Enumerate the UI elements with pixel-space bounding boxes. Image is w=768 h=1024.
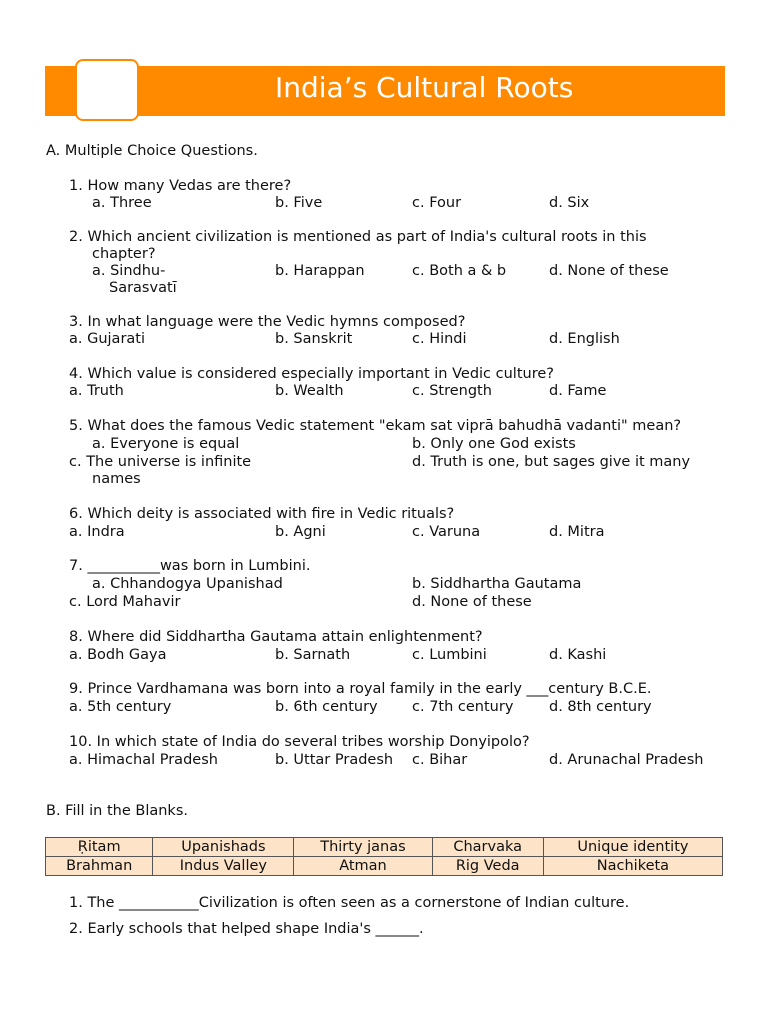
q1-option-c: c. Four <box>412 195 462 211</box>
word-bank-cell: Atman <box>294 857 432 876</box>
q9-option-c: c. 7th century <box>412 699 514 715</box>
question-2: 2. Which ancient civilization is mentioned as part of India's cultural roots in this <box>69 229 647 245</box>
q5-option-d: d. Truth is one, but sages give it many <box>412 454 691 470</box>
question-2-cont: chapter? <box>92 246 156 262</box>
q10-option-b: b. Uttar Pradesh <box>275 752 394 768</box>
question-10: 10. In which state of India do several tribes worship Donyipolo? <box>69 734 530 750</box>
question-8: 8. Where did Siddhartha Gautama attain enlightenment? <box>69 629 483 645</box>
word-bank-cell: Upanishads <box>153 838 294 857</box>
q2-option-d: d. None of these <box>549 263 669 279</box>
question-5: 5. What does the famous Vedic statement "ekam sat viprā bahudhā vadanti" mean? <box>69 418 682 434</box>
question-9: 9. Prince Vardhamana was born into a royal family in the early ___century B.C.E. <box>69 681 652 697</box>
q8-option-d: d. Kashi <box>549 647 607 663</box>
q2-option-c: c. Both a & b <box>412 263 507 279</box>
q5-option-b: b. Only one God exists <box>412 436 576 452</box>
q9-option-a: a. 5th century <box>69 699 172 715</box>
q2-option-a: a. Sindhu- <box>92 263 166 279</box>
fill-blank-2: 2. Early schools that helped shape India's ______. <box>69 921 424 937</box>
q8-option-a: a. Bodh Gaya <box>69 647 167 663</box>
q7-option-b: b. Siddhartha Gautama <box>412 576 582 592</box>
section-b-heading: B. Fill in the Blanks. <box>46 803 188 819</box>
word-bank-cell: Charvaka <box>432 838 543 857</box>
question-7: 7. __________was born in Lumbini. <box>69 558 311 574</box>
word-bank-cell: Brahman <box>46 857 153 876</box>
section-a-heading: A. Multiple Choice Questions. <box>46 143 258 159</box>
word-bank-cell: Indus Valley <box>153 857 294 876</box>
q10-option-c: c. Bihar <box>412 752 468 768</box>
q6-option-d: d. Mitra <box>549 524 605 540</box>
q8-option-b: b. Sarnath <box>275 647 351 663</box>
q4-option-b: b. Wealth <box>275 383 344 399</box>
q6-option-c: c. Varuna <box>412 524 481 540</box>
word-bank-cell: Thirty janas <box>294 838 432 857</box>
q10-option-d: d. Arunachal Pradesh <box>549 752 704 768</box>
q5-option-d-cont: names <box>92 471 141 487</box>
question-4: 4. Which value is considered especially important in Vedic culture? <box>69 366 554 382</box>
word-bank-cell: Rig Veda <box>432 857 543 876</box>
question-6: 6. Which deity is associated with fire in Vedic rituals? <box>69 506 455 522</box>
q9-option-b: b. 6th century <box>275 699 378 715</box>
page-title: India’s Cultural Roots <box>275 71 574 104</box>
word-bank-cell: Unique identity <box>543 838 722 857</box>
q4-option-c: c. Strength <box>412 383 492 399</box>
q7-option-d: d. None of these <box>412 594 532 610</box>
q2-option-a-cont: Sarasvatī <box>109 280 177 296</box>
word-bank-cell: Nachiketa <box>543 857 722 876</box>
q1-option-a: a. Three <box>92 195 152 211</box>
question-3: 3. In what language were the Vedic hymns composed? <box>69 314 466 330</box>
q10-option-a: a. Himachal Pradesh <box>69 752 218 768</box>
q4-option-a: a. Truth <box>69 383 124 399</box>
q8-option-c: c. Lumbini <box>412 647 487 663</box>
word-bank-row <box>46 838 723 857</box>
q3-option-c: c. Hindi <box>412 331 467 347</box>
question-1: 1. How many Vedas are there? <box>69 178 292 194</box>
logo-placeholder-box <box>75 59 139 121</box>
q2-option-b: b. Harappan <box>275 263 365 279</box>
q5-option-c: c. The universe is infinite <box>69 454 252 470</box>
q5-option-a: a. Everyone is equal <box>92 436 240 452</box>
q3-option-b: b. Sanskrit <box>275 331 353 347</box>
q7-option-a: a. Chhandogya Upanishad <box>92 576 283 592</box>
q9-option-d: d. 8th century <box>549 699 652 715</box>
q3-option-a: a. Gujarati <box>69 331 146 347</box>
q6-option-a: a. Indra <box>69 524 125 540</box>
q3-option-d: d. English <box>549 331 620 347</box>
word-bank-table <box>45 837 723 876</box>
q7-option-c: c. Lord Mahavir <box>69 594 181 610</box>
word-bank-row <box>46 857 723 876</box>
fill-blank-1: 1. The ___________Civilization is often seen as a cornerstone of Indian culture. <box>69 895 630 911</box>
title-banner <box>45 66 725 116</box>
q1-option-d: d. Six <box>549 195 590 211</box>
q1-option-b: b. Five <box>275 195 323 211</box>
q4-option-d: d. Fame <box>549 383 607 399</box>
q6-option-b: b. Agni <box>275 524 326 540</box>
word-bank-cell: Ṛitam <box>46 838 153 857</box>
